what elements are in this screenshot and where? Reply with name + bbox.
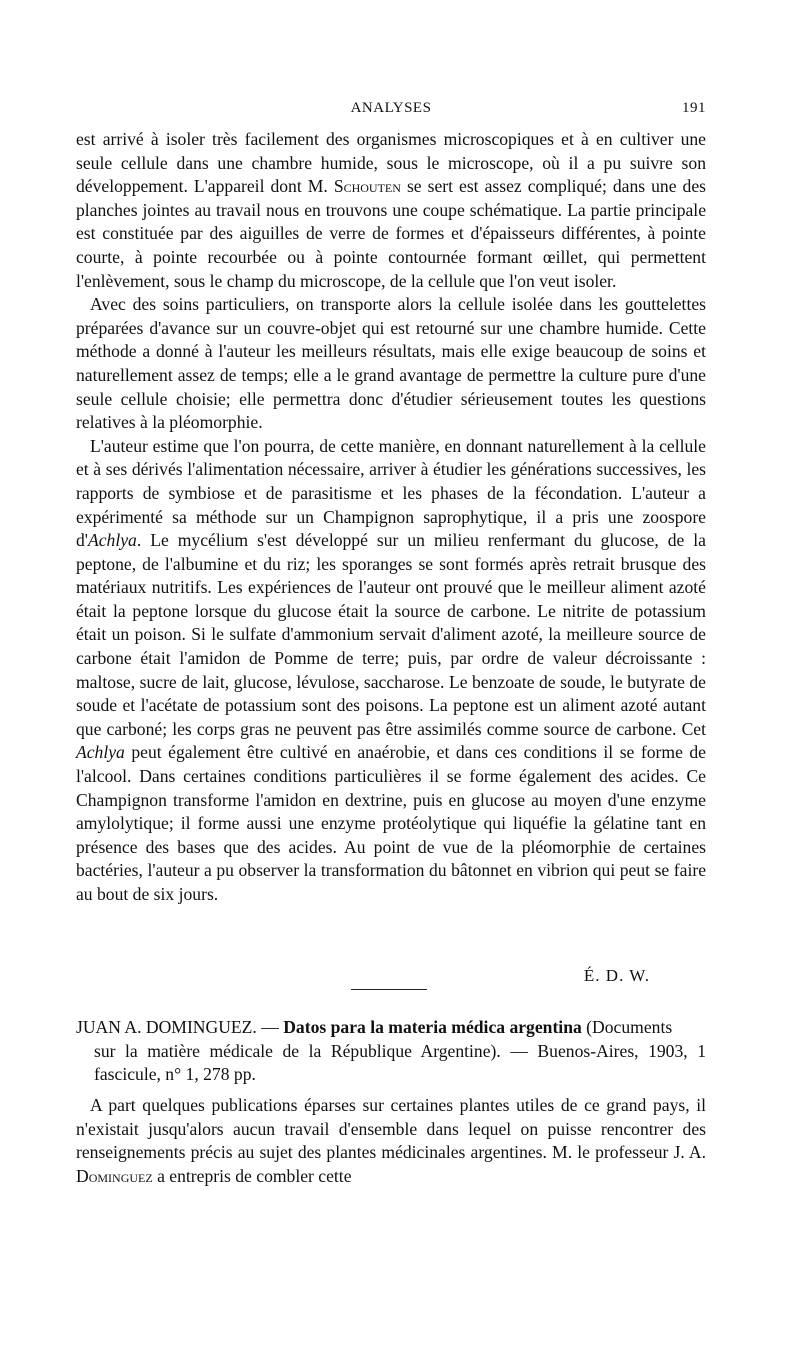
page-number: 191 xyxy=(682,100,706,116)
section-divider xyxy=(351,989,427,990)
bib-title: Datos para la materia médica argentina xyxy=(283,1017,582,1037)
bibliographic-entry: JUAN A. DOMINGUEZ. — Datos para la materia médica argentina (Documents sur la matière médicale de la République Argentine). — Buenos-Aires, 1903, 1 fascicule, n° 1, 278 pp. xyxy=(76,1016,706,1087)
running-header xyxy=(76,100,706,124)
bib-details: sur la matière médicale de la République Argentine). — Buenos-Aires, 1903, 1 fascicule, n° 1, 278 pp. xyxy=(94,1040,706,1085)
genus-name: Achlya xyxy=(87,530,137,551)
bib-author: JUAN A. DOMINGUEZ. — xyxy=(76,1017,284,1037)
genus-name: Achlya xyxy=(76,742,125,763)
review-2-paragraph-1: A part quelques publications éparses sur certaines plantes utiles de ce grand pays, il n'existait jusqu'alors aucun travail d'ensemble dans lequel on puisse rencontrer des renseignements précis au sujet des plantes médicinales argentines. M. le professeur J. A. Dominguez a entrepris de combler cette xyxy=(76,1095,706,1186)
review-1-body xyxy=(76,128,706,907)
reviewer-signature: É. D. W. xyxy=(583,966,650,985)
review-1-paragraph-2: Avec des soins particuliers, on transporte alors la cellule isolée dans les gouttelettes préparées d'avance sur un couvre-objet qui est retourné sur une chambre humide. Cette méthode a donné à l'auteur les meilleurs résultats, mais elle exige beaucoup de soins et naturellement assez de temps; elle a le grand avantage de permettre la culture pure d'une seule cellule choisie; elle permettra donc d'étudier sérieusement toutes les questions relatives à la pléomorphie. xyxy=(76,294,706,433)
author-name-dominguez: Dominguez xyxy=(76,1165,153,1186)
review-1-paragraph-1: est arrivé à isoler très facilement des organismes microscopiques et à en cultiver une seule cellule dans une chambre humide, sous le microscope, où il a pu suivre son développement. L'appareil dont M. Schouten se sert est assez compliqué; dans une des planches jointes au travail nous en trouvons une coupe schématique. La partie principale est constituée par des aiguilles de verre de formes et d'épaisseurs différentes, à pointe courte, à pointe recourbée ou à pointe contournée formant œillet, qui permettent l'enlèvement, sous le champ du microscope, de la cellule que l'on veut isoler. xyxy=(76,129,706,291)
review-1-paragraph-3: L'auteur estime que l'on pourra, de cette manière, en donnant naturellement à la cellule et à ses dérivés l'alimentation nécessaire, arriver à étudier les générations successives, les rapports de symbiose et de parasitisme et les phases de la fécondation. L'auteur a expérimenté sa méthode sur un Champignon saprophytique, il a pris une zoospore d'Achlya. Le mycélium s'est développé sur un milieu renfermant du glucose, de la peptone, de l'albumine et du riz; les sporanges se sont formés après retrait brusque des matériaux nutritifs. Les expériences de l'auteur ont prouvé que le meilleur aliment azoté était la peptone lorsque du glucose était la source de carbone. Le nitrite de potassium était un poison. Si le sulfate d'ammonium servait d'aliment azoté, la meilleure source de carbone était l'amidon de Pomme de terre; puis, par ordre de valeur décroissante : maltose, sucre de lait, glucose, lévulose, saccharose. Le benzoate de soude, le butyrate de soude et l'acétate de potassium sont des poisons. La peptone est un aliment azoté autant que carboné; les corps gras ne peuvent pas être assimilés comme source de carbone. Cet Achlya peut également être cultivé en anaérobie, et dans ces conditions il se forme de l'alcool. Dans certaines conditions particulières il se forme également des acides. Ce Champignon transforme l'amidon en dextrine, puis en glucose au moyen d'une enzyme amylolytique; il forme aussi une enzyme protéolytique qui liquéfie la gélatine tant en présence des bases que des acides. Au point de vue de la pléomorphie de certaines bactéries, l'auteur a pu observer la transformation du bâtonnet en vibrion qui peut se faire au bout de six jours. xyxy=(76,435,706,904)
review-2-body xyxy=(76,1094,706,1188)
header-title: ANALYSES xyxy=(350,100,432,116)
author-name-schouten: Schouten xyxy=(333,176,401,197)
